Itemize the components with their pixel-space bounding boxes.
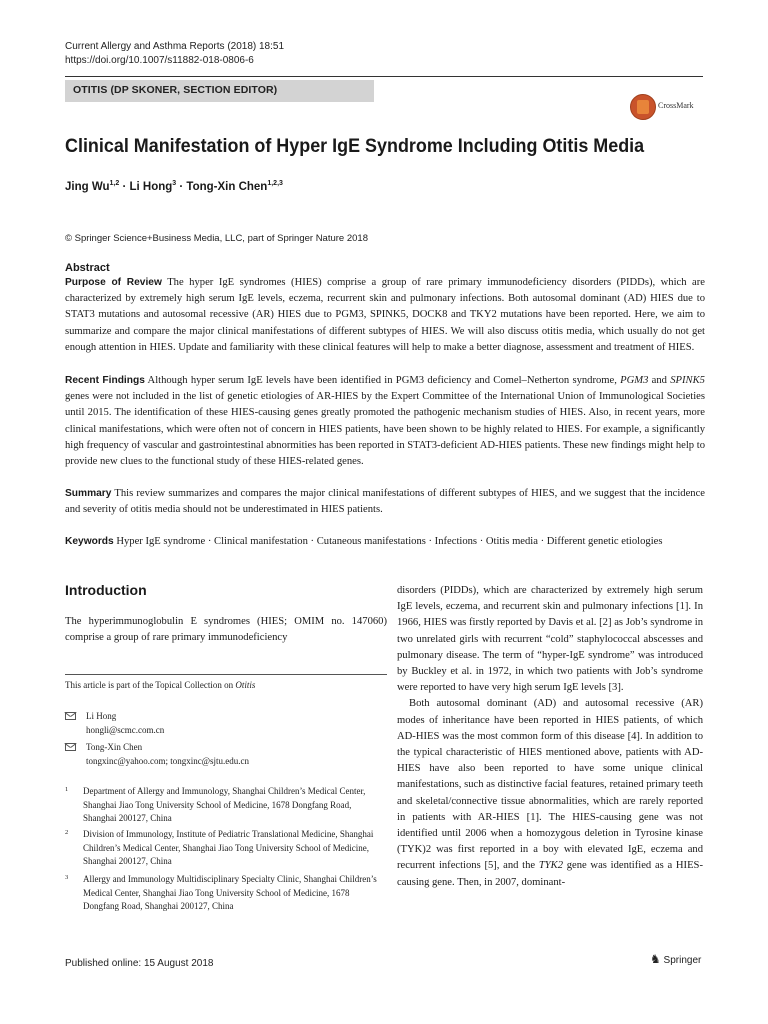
crossmark-label: CrossMark (658, 101, 694, 110)
findings-label: Recent Findings (65, 375, 145, 386)
contact-name: Tong-Xin Chen (86, 742, 143, 752)
affiliation-number: 3 (65, 874, 69, 881)
author-name[interactable]: Tong-Xin Chen (186, 180, 268, 193)
paragraph: Both autosomal dominant (AD) and autosomal recessive (AR) modes of inheritance have been reported in HIES patients, of which AD-HIES was the most common form of this disease [4]. In addition to the typical characteristic of HIES mentioned above, patients with AD-HIES have also been reported to have some unique clinical manifestations, such as distinctive facial features, retained primary teeth and skeletal/connective tissue abnormalities, which are rarely reported in patients with AR-HIES [1]. The HIES-causing gene was not identified until 2006 when a homozygous deletion in Tyrosine kinase (TYK)2 was first reported in a boy with elevated IgE, eczema and recurrent infections [5], and the TYK2 gene was identified as a HIES-causing gene. Then, in 2007, dominant- (397, 698, 703, 888)
citation-link[interactable]: 1 (530, 811, 536, 823)
citation-link[interactable]: 5 (487, 860, 494, 872)
contact-email[interactable]: tongxinc@yahoo.com; tongxinc@sjtu.edu.cn (86, 755, 250, 766)
author-affiliation: 3 (172, 180, 177, 187)
findings-text: genes were not included in the list of genetic etiologies of AR-HIES by the Expert Committee of the International Union of Immunological Societies until 2015. The identification of these HIES-causing genes greatly promoted the pathogenic mechanism studies of HIES. Also, in recent years, more clinical manifestations, which were often not of concern in HIES patients, have been shown to be highly related to HIES. For example, a significantly high frequency of vascular and gastrointestinal abnormities has been reported in STAT3-deficient AD-HIES patients. These new findings might help to provide new clues to the functional study of these HIES-related genes. (65, 391, 705, 468)
findings-text: and (651, 375, 667, 386)
copyright-text: Springer Science+Business Media, LLC, part of Springer Nature 2018 (74, 233, 368, 244)
gene-name: PGM3 (620, 375, 649, 386)
collection-note (65, 680, 255, 690)
citation-link[interactable]: 3 (612, 682, 618, 694)
published-date: Published online: 15 August 2018 (65, 958, 214, 969)
summary-text: This review summarizes and compares the major clinical manifestations of different subtypes of HIES, and we suggest that the incidence and severity of otitis media should not be underestimated in HIES patients. (65, 488, 705, 516)
envelope-icon (65, 743, 76, 751)
abstract-summary (65, 486, 705, 518)
findings-text: Although hyper serum IgE levels have been identified in PGM3 deficiency and Comel–Netherton syndrome, (147, 375, 617, 386)
abstract-findings (65, 373, 705, 470)
collection-prefix: This article is part of the Topical Collection on (65, 680, 234, 690)
abstract-heading: Abstract (65, 262, 110, 274)
affiliation-text: Division of Immunology, Institute of Pediatric Translational Medicine, Shanghai Children’s Medical Center, Shanghai Jiao Tong University School of Medicine, Shanghai 200127, China (83, 829, 374, 866)
purpose-label: Purpose of Review (65, 277, 162, 288)
author-separator: · (176, 180, 187, 193)
author-name[interactable]: Jing Wu (65, 180, 110, 193)
copyright-notice (65, 233, 368, 244)
affiliation-text: Allergy and Immunology Multidisciplinary Specialty Clinic, Shanghai Children’s Medical Center, Shanghai Jiao Tong University School of Medicine, 1678 Dongfang Road, Shanghai 200127, China (83, 874, 377, 911)
keywords-label: Keywords (65, 536, 114, 547)
author-list (65, 180, 283, 193)
crossmark-icon (630, 94, 656, 120)
keywords (65, 534, 705, 550)
introduction-left-text: The hyperimmunoglobulin E syndromes (HIES; OMIM no. 147060) comprise a group of rare primary immunodeficiency (65, 616, 387, 644)
doi-link[interactable]: https://doi.org/10.1007/s11882-018-0806-6 (65, 55, 254, 66)
purpose-text: The hyper IgE syndromes (HIES) comprise a group of rare primary immunodeficiency disorders (PIDDs), which are characterized by extremely high serum IgE levels, eczema, recurrent skin and pulmonary infections. Both autosomal dominant (AD) HIES due to STAT3 mutations and autosomal recessive (AR) HIES due to PGM3, SPINK5, DOCK8 and TKY2 mutations have been reported. Here, we aim to summarize and compare the major clinical manifestations of different subtypes of HIES. We will also discuss otitis media, which usually do not get enough attention in HIES. Update and familiarity with these clinical features will help to make a better diagnose, assessment and treatment of HIES. (65, 277, 705, 353)
paragraph: disorders (PIDDs), which are characterized by extremely high serum IgE levels, eczema, and recurrent skin and pulmonary infections [1]. In 1966, HIES was firstly reported by Davis et al. [2] as Job’s syndrome in two unrelated girls with recurrent “cold” staphylococcal abscesses and pulmonary disease. The term of “hyper-IgE syndrome” was introduced by Buckley et al. in 1972, in which two patients with Job’s syndrome were reported to have very high serum IgE levels [3]. (397, 585, 703, 694)
publisher-logo (650, 952, 701, 966)
citation-link[interactable]: 4 (631, 730, 637, 742)
introduction-heading: Introduction (65, 582, 147, 598)
copyright-icon: © (65, 233, 72, 244)
crossmark-badge[interactable] (630, 94, 704, 120)
introduction-right-text (397, 583, 703, 891)
affiliation-number: 2 (65, 829, 69, 836)
journal-citation (65, 41, 284, 52)
article-title: Clinical Manifestation of Hyper IgE Syndrome Including Otitis Media (65, 135, 645, 157)
citation-link[interactable]: 1 (679, 601, 685, 613)
gene-name: SPINK5 (670, 375, 705, 386)
author-separator: · (119, 180, 130, 193)
journal-volume: (2018) 18:51 (227, 41, 285, 52)
gene-name: TYK2 (538, 860, 563, 872)
abstract-purpose (65, 275, 705, 356)
envelope-icon (65, 712, 76, 720)
collection-topic[interactable]: Otitis (235, 680, 256, 690)
footnote-rule (65, 674, 387, 675)
affiliation-text: Department of Allergy and Immunology, Shanghai Children’s Medical Center, Shanghai Jiao Tong University School of Medicine, 1678 Dongfang Road, Shanghai 200127, China (83, 786, 366, 823)
section-label: OTITIS (DP SKONER, SECTION EDITOR) (73, 84, 278, 96)
journal-name: Current Allergy and Asthma Reports (65, 41, 225, 52)
keywords-text: Hyper IgE syndrome · Clinical manifestation · Cutaneous manifestations · Infections · Otitis media · Different genetic etiologies (116, 536, 663, 547)
header-rule (65, 76, 703, 77)
contact-email[interactable]: hongli@scmc.com.cn (86, 724, 165, 735)
publisher-name: Springer (663, 955, 702, 966)
summary-label: Summary (65, 488, 112, 499)
affiliation-number: 1 (65, 786, 69, 793)
contact-name: Li Hong (86, 711, 117, 721)
author-name[interactable]: Li Hong (129, 180, 173, 193)
springer-horse-icon: ♞ (650, 952, 661, 966)
citation-link[interactable]: 2 (602, 617, 608, 629)
author-affiliation: 1,2 (109, 180, 120, 187)
author-affiliation: 1,2,3 (267, 180, 283, 187)
